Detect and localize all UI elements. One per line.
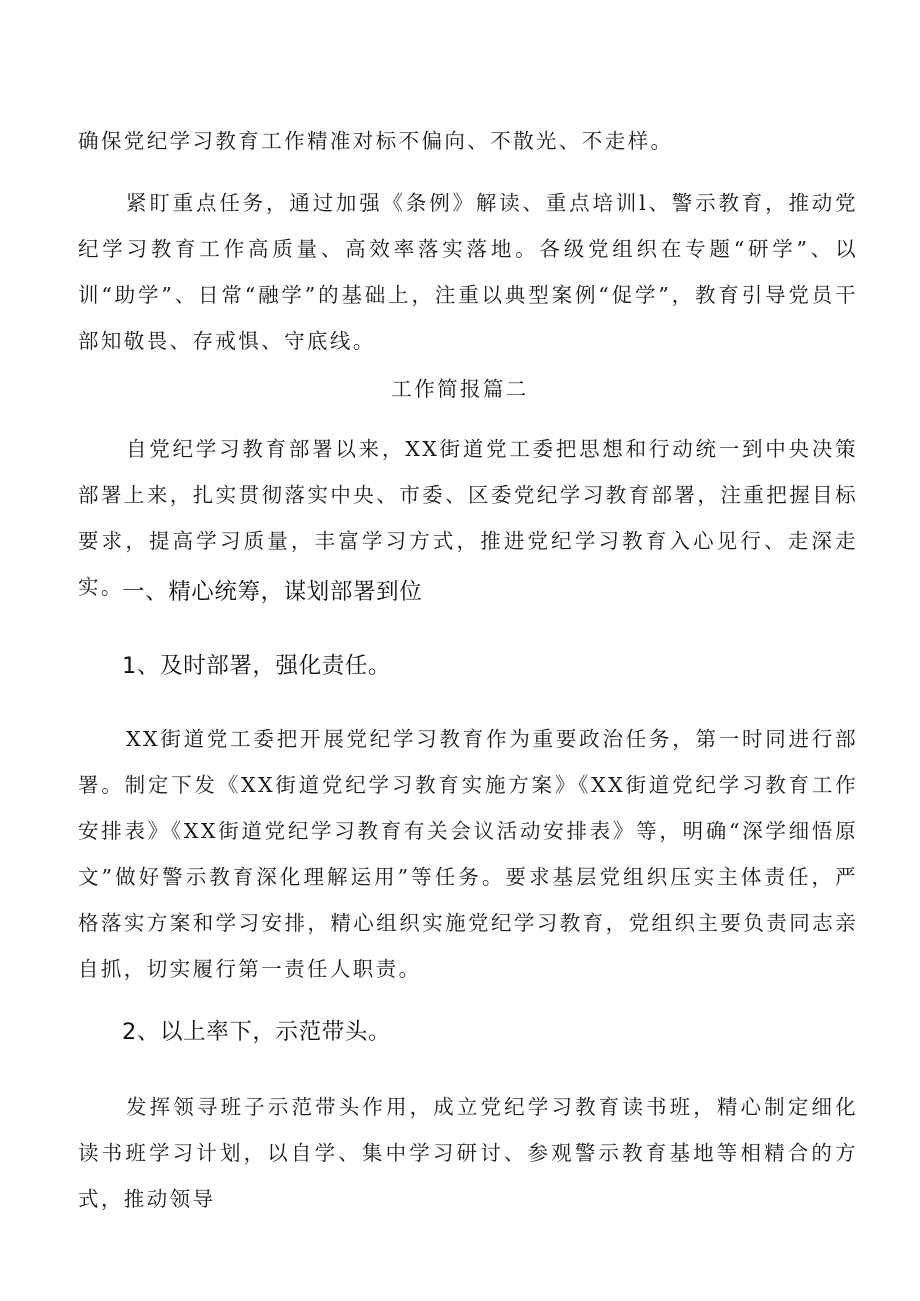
paragraph-key-tasks: 紧盯重点任务，通过加强《条例》解读、重点培训l、警示教育，推动党纪学习教育工作高质量、高效率落实落地。各级党组织在专题“研学”、以训“助学”、日常“融学”的基础上，注重以典型案例“促学”，教育引导党员干部知敬畏、存戒惧、守底线。 xyxy=(78,191,858,353)
heading-level-2-deploy: 1、及时部署，强化责任。 xyxy=(122,653,392,679)
paragraph-continued: 确保党纪学习教育工作精准对标不偏向、不散光、不走样。 xyxy=(78,129,674,153)
paragraph-deployment: XX街道党工委把开展党纪学习教育作为重要政治任务，第一时同进行部署。制定下发《XX街道党纪学习教育实施方案》《XX街道党纪学习教育工作安排表》《XX街道党纪学习教育有关会议活动安排表》等，明确“深学细悟原文”做好警示教育深化理解运用”等任务。要求基层党组织压实主体责任，严格落实方案和学习安排，精心组织实施党纪学习教育，党组织主要负责同志亲自抓，切实履行第一责任人职责。 xyxy=(78,727,858,981)
paragraph-leadership: 发挥领寻班子示范带头作用，成立党纪学习教育读书班，精心制定细化读书班学习计划，以自学、集中学习研讨、参观警示教育基地等相精合的方式，推动领导 xyxy=(78,1095,858,1211)
paragraph-intro: 自党纪学习教育部署以来，XX街道党工委把思想和行动统一到中央决策部署上来，扎实贯彻落实中央、市委、区委党纪学习教育部署，注重把握目标要求，提高学习质量，丰富学习方式，推进党纪学习教育入心见行、走深走实。 xyxy=(78,437,858,599)
heading-level-1: 一、精心统筹，谋划部署到位 xyxy=(122,579,423,605)
heading-level-2-lead: 2、以上率下，示范带头。 xyxy=(122,1019,392,1045)
section-title: 工作简报篇二 xyxy=(391,377,529,401)
